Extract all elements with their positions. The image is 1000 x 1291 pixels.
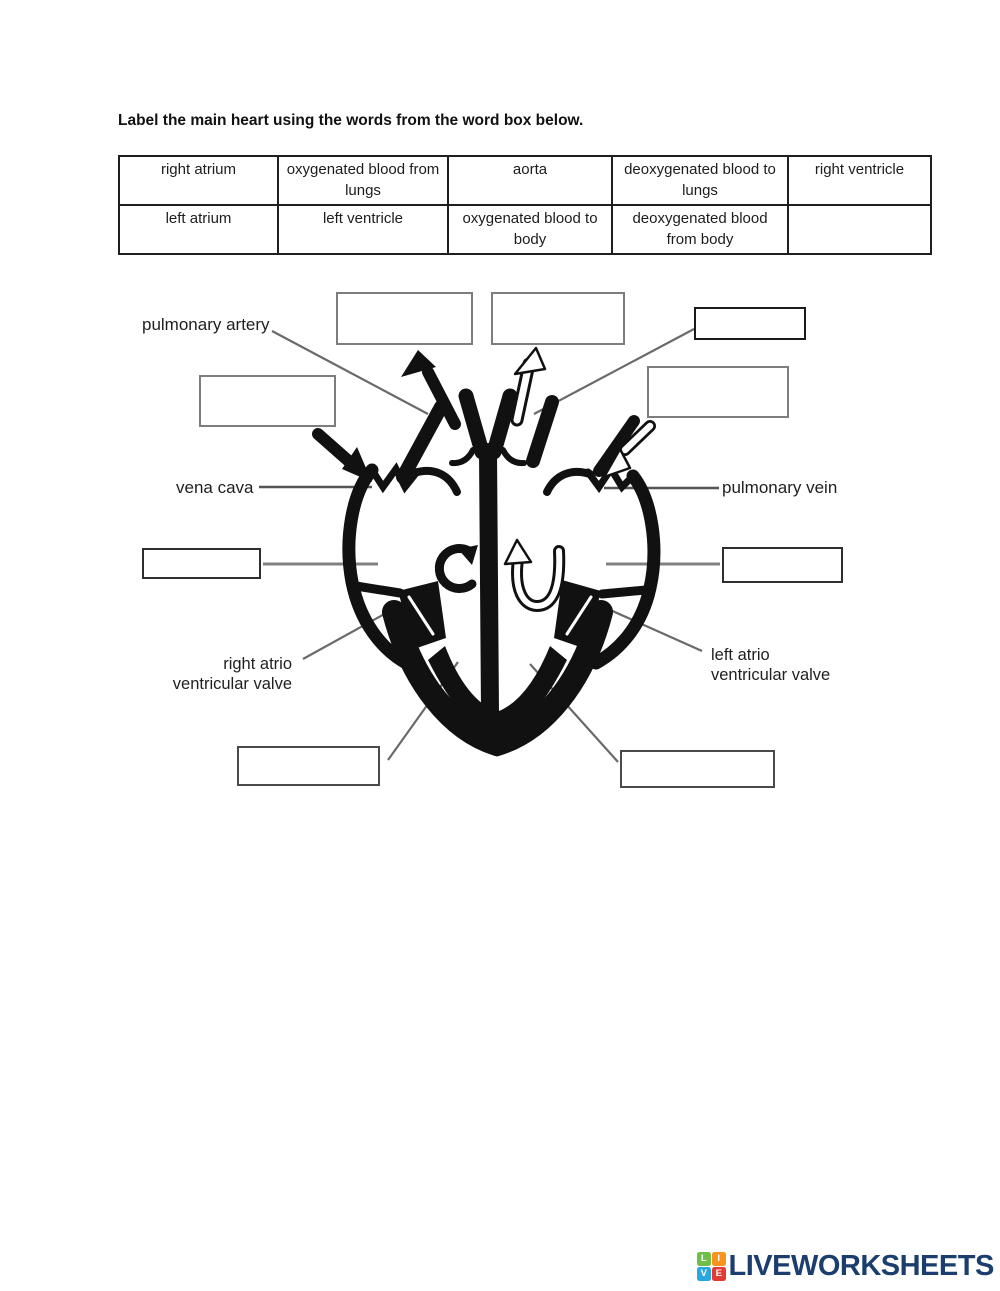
logo-tile-i: I [712,1252,726,1266]
word-cell: oxygenated blood from lungs [278,156,448,205]
bottom-left-box-line [388,662,458,760]
logo-tile-v: V [697,1267,711,1281]
table-row [119,156,931,205]
bottom-right-box-line [530,664,618,762]
left-flow-curl-outline [517,551,559,606]
right-flow-curl [439,549,472,589]
label-right-av-valve-line2: ventricular valve [172,675,292,693]
answer-box-left-atrium[interactable] [142,548,261,579]
answer-box-bottom-left[interactable] [237,746,380,786]
answer-box-upper-right[interactable] [694,307,806,340]
logo-tiles-icon [697,1252,726,1281]
word-cell: oxygenated blood to body [448,205,612,254]
heart-apex [428,646,567,738]
pa-arrow-head [401,350,436,377]
aorta-arrow-head [515,348,545,374]
pa-arrow-shaft [428,372,455,424]
word-cell [788,205,931,254]
ventricle-wall [394,612,601,744]
right-flow-curl-head [458,545,478,565]
aorta-left-hook [452,450,473,463]
label-left-av-valve [711,645,861,685]
word-cell: right ventricle [788,156,931,205]
septum [488,452,490,712]
label-right-av-valve [160,654,292,694]
word-cell: deoxygenated blood from body [612,205,788,254]
left-atrium-roof [414,471,457,492]
right-atrium-spikes [588,469,633,487]
left-atrium-wall [349,470,408,664]
vc-arrow-head [342,447,372,482]
word-cell: right atrium [119,156,278,205]
label-right-av-valve-line1: right atrio [223,655,292,673]
liveworksheets-logo [697,1252,994,1281]
word-cell: left ventricle [278,205,448,254]
left-atrium-spikes [372,469,417,487]
vc-arrow-shaft [318,434,352,464]
answer-box-top-left[interactable] [336,292,473,345]
pv-arrow-core [625,426,650,450]
left-flow-curl-core [517,551,559,606]
aorta-arrow-core [517,364,529,420]
left-flow-curl-head [505,540,531,564]
answer-box-right-atrium[interactable] [722,547,843,583]
right-valve-line [303,591,426,659]
right-atrium-floor [602,590,646,594]
right-upper-vessel [533,402,552,461]
aorta-right-arm [494,396,510,452]
label-pulmonary-vein: pulmonary vein [722,478,838,497]
label-pulmonary-artery: pulmonary artery [142,315,270,334]
word-cell: left atrium [119,205,278,254]
left-av-valve-shape [554,580,601,649]
label-left-av-valve-line2: ventricular valve [711,666,831,684]
pulmonary-vein-vessel [599,421,634,471]
aorta-right-hook [503,450,524,463]
word-cell: aorta [448,156,612,205]
left-valve-line [570,592,702,651]
pv-arrow-outline [625,426,650,450]
answer-box-left-mid[interactable] [199,375,336,427]
label-vena-cava: vena cava [176,478,254,497]
pv-arrow-head [604,449,630,477]
aorta-left-arm [466,396,482,452]
logo-tile-l: L [697,1252,711,1266]
worksheet-title: Label the main heart using the words from the word box below. [118,112,584,129]
word-box-table [118,155,932,255]
label-left-av-valve-line1: left atrio [711,646,770,664]
answer-box-bottom-right[interactable] [620,750,775,788]
left-atrium-floor [356,586,400,593]
heart-drawing [318,348,654,744]
answer-box-top-right[interactable] [491,292,625,345]
right-atrium-wall [596,476,654,663]
right-av-valve-slit [409,597,433,634]
word-cell: deoxygenated blood to lungs [612,156,788,205]
left-av-valve-slit [567,597,591,634]
pulmonary-trunk-vessel [403,407,441,477]
right-av-valve-shape [398,581,446,649]
right-atrium-roof [547,472,590,492]
table-row [119,205,931,254]
answer-box-right-mid[interactable] [647,366,789,418]
aorta-arrow-outline [517,364,529,420]
logo-tile-e: E [712,1267,726,1281]
logo-text: LIVEWORKSHEETS [728,1250,994,1282]
